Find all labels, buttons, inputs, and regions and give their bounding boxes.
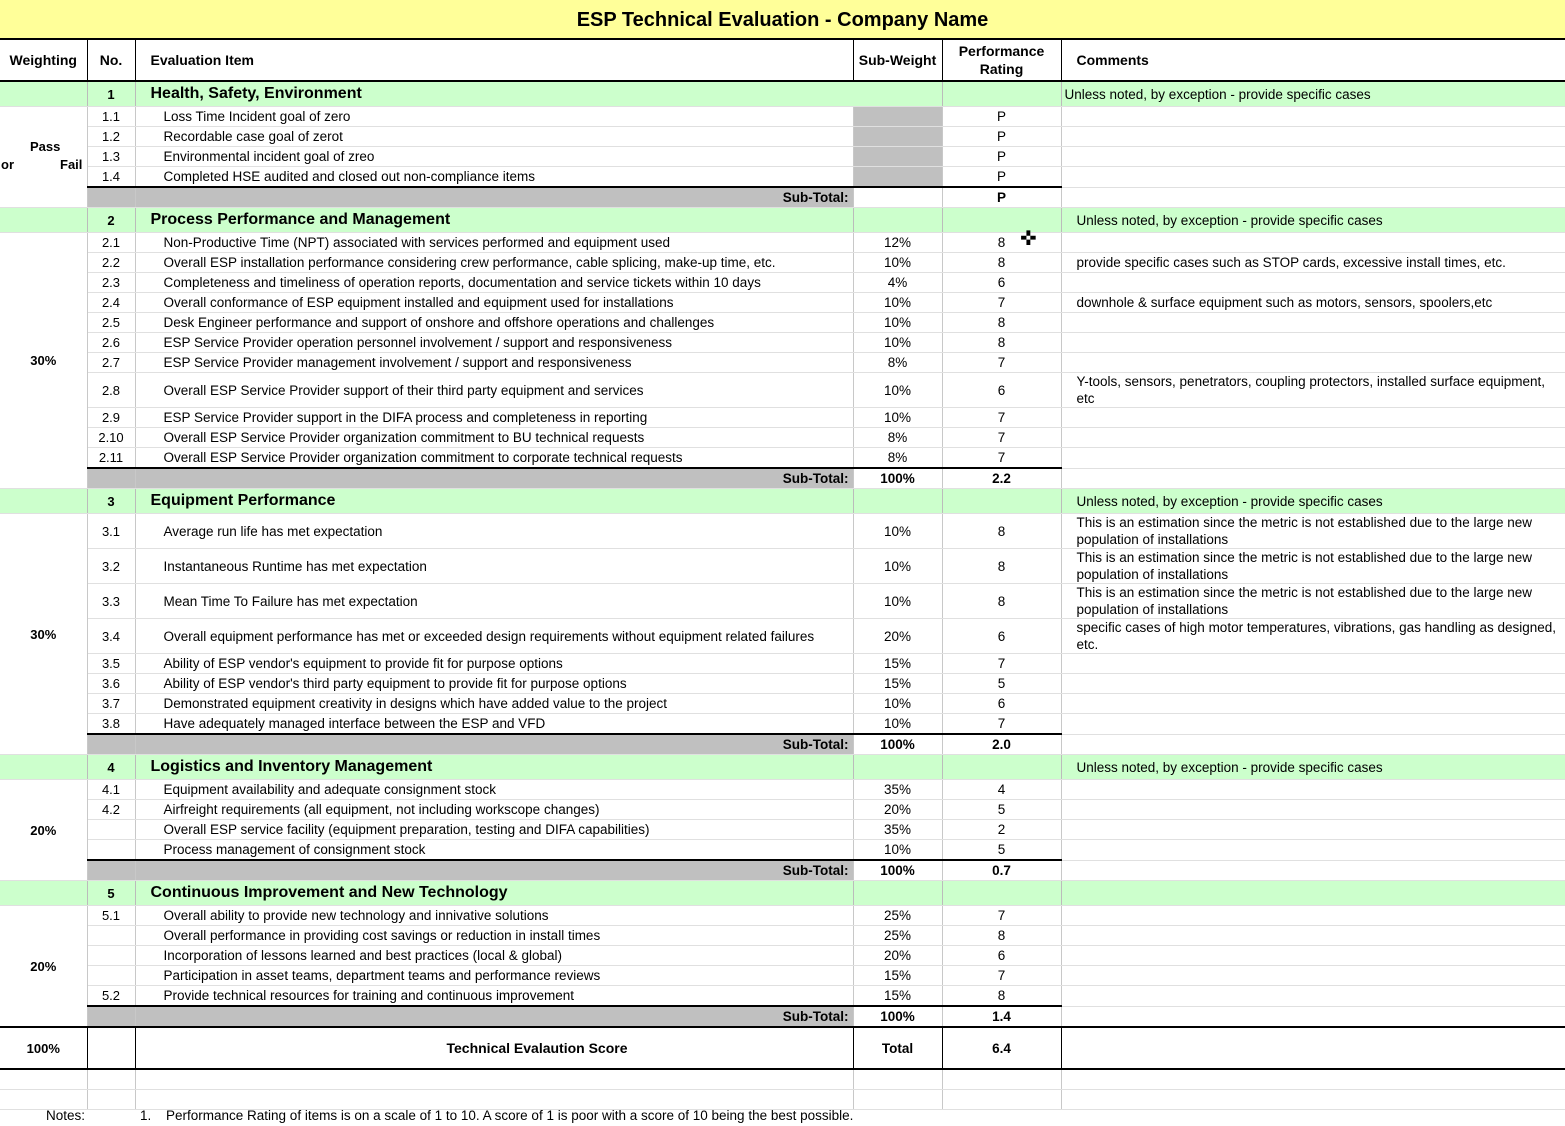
item-number: 3.5: [87, 654, 135, 674]
empty-cell[interactable]: [1061, 1069, 1565, 1090]
performance-rating[interactable]: 8: [942, 986, 1061, 1007]
table-row: [0, 408, 1565, 428]
section-weighting-cell: [0, 755, 87, 780]
total-sub-weight-label: Total: [853, 1027, 942, 1069]
comment[interactable]: [1061, 428, 1565, 448]
sub-weight[interactable]: 15%: [853, 966, 942, 986]
table-row: [0, 167, 1565, 188]
fail-text: Fail: [60, 157, 83, 172]
evaluation-item: Overall ability to provide new technology and innivative solutions: [135, 906, 853, 926]
table-row: [0, 448, 1565, 469]
item-number: [87, 946, 135, 966]
sub-weight[interactable]: 10%: [853, 714, 942, 735]
sub-weight[interactable]: 10%: [853, 333, 942, 353]
sub-weight[interactable]: 10%: [853, 313, 942, 333]
sub-weight[interactable]: 10%: [853, 514, 942, 549]
performance-rating[interactable]: P: [942, 167, 1061, 188]
item-number: 4.2: [87, 800, 135, 820]
empty-row: [0, 1069, 1565, 1090]
item-number: [87, 820, 135, 840]
sub-weight[interactable]: 25%: [853, 926, 942, 946]
note-text: Performance Rating of items is on a scale of 1 to 10. A score of 1 is poor with a score of 10 being the best possible.: [166, 1108, 854, 1123]
comment[interactable]: [1061, 167, 1565, 188]
total-comment-cell: [1061, 1027, 1565, 1069]
subtotal-row: [0, 734, 1565, 755]
pass-text: Pass: [30, 139, 61, 154]
item-number: 3.4: [87, 619, 135, 654]
subtotal-rating: 2.2: [942, 468, 1061, 489]
item-number: 2.5: [87, 313, 135, 333]
subtotal-rating: P: [942, 187, 1061, 208]
evaluation-item: Recordable case goal of zerot: [135, 127, 853, 147]
comment[interactable]: [1061, 946, 1565, 966]
header-performance-rating: Performance Rating: [942, 40, 1061, 81]
section-weighting-cell: [0, 81, 87, 107]
comment[interactable]: [1061, 313, 1565, 333]
pass-or-fail-label: [1, 107, 83, 207]
table-row: [0, 966, 1565, 986]
table-row: [0, 946, 1565, 966]
sub-weight[interactable]: 8%: [853, 428, 942, 448]
comment[interactable]: specific cases of high motor temperatures, vibrations, gas handling as designed, etc.: [1061, 619, 1565, 654]
item-number: 2.1: [87, 233, 135, 253]
subtotal-sub-weight: 100%: [853, 1006, 942, 1027]
section-subweight-cell: [853, 881, 942, 906]
item-number: 2.7: [87, 353, 135, 373]
table-row: [0, 840, 1565, 861]
sub-weight[interactable]: 10%: [853, 293, 942, 313]
section-subweight-cell: [853, 755, 942, 780]
table-row: [0, 800, 1565, 820]
item-number: 5.1: [87, 906, 135, 926]
subtotal-row: [0, 860, 1565, 881]
evaluation-item: ESP Service Provider support in the DIFA process and completeness in reporting: [135, 408, 853, 428]
sub-weight[interactable]: [853, 147, 942, 167]
section-rating-cell: [942, 81, 1061, 107]
comment[interactable]: [1061, 840, 1565, 861]
empty-cell[interactable]: [942, 1090, 1061, 1110]
evaluation-item: Participation in asset teams, department teams and performance reviews: [135, 966, 853, 986]
evaluation-item: Mean Time To Failure has met expectation: [135, 584, 853, 619]
comment[interactable]: [1061, 800, 1565, 820]
table-row: [0, 654, 1565, 674]
sheet-title: ESP Technical Evaluation - Company Name: [0, 0, 1565, 40]
subtotal-row: [0, 1006, 1565, 1027]
subtotal-row: [0, 187, 1565, 208]
performance-rating[interactable]: 6: [942, 273, 1061, 293]
performance-rating[interactable]: 8: [942, 313, 1061, 333]
evaluation-item: Overall ESP Service Provider support of their third party equipment and services: [135, 373, 853, 408]
sub-weight[interactable]: [853, 107, 942, 127]
comment[interactable]: This is an estimation since the metric is not established due to the large new population of installations: [1061, 584, 1565, 619]
item-number: 2.4: [87, 293, 135, 313]
performance-rating[interactable]: P: [942, 107, 1061, 127]
empty-cell[interactable]: [942, 1069, 1061, 1090]
item-number: [87, 840, 135, 861]
evaluation-item: ESP Service Provider operation personnel involvement / support and responsiveness: [135, 333, 853, 353]
item-number: 2.11: [87, 448, 135, 469]
section-weighting: 30%: [0, 233, 87, 489]
performance-rating[interactable]: 7: [942, 906, 1061, 926]
empty-cell[interactable]: [0, 1090, 87, 1110]
performance-rating[interactable]: 7: [942, 966, 1061, 986]
table-row: [0, 549, 1565, 584]
header-weighting: Weighting: [0, 40, 87, 81]
evaluation-item: Equipment availability and adequate consignment stock: [135, 780, 853, 800]
evaluation-item: Desk Engineer performance and support of onshore and offshore operations and challenges: [135, 313, 853, 333]
table-row: [0, 147, 1565, 167]
empty-cell[interactable]: [0, 1069, 87, 1090]
item-number: 3.6: [87, 674, 135, 694]
sub-weight[interactable]: [853, 167, 942, 188]
evaluation-item: Environmental incident goal of zreo: [135, 147, 853, 167]
subtotal-sub-weight: 100%: [853, 468, 942, 489]
table-row: [0, 714, 1565, 735]
section-comment[interactable]: Unless noted, by exception - provide specific cases: [1061, 755, 1565, 780]
sub-weight[interactable]: 20%: [853, 619, 942, 654]
evaluation-item: Have adequately managed interface between the ESP and VFD: [135, 714, 853, 735]
section-weighting: 20%: [0, 780, 87, 881]
evaluation-item: Ability of ESP vendor's third party equipment to provide fit for purpose options: [135, 674, 853, 694]
section-number: 5: [87, 881, 135, 906]
section-number: 1: [87, 81, 135, 107]
header-no: No.: [87, 40, 135, 81]
sub-weight[interactable]: 10%: [853, 373, 942, 408]
subtotal-comment-cell: [1061, 734, 1565, 755]
subtotal-comment-cell: [1061, 1006, 1565, 1027]
performance-rating[interactable]: 5: [942, 674, 1061, 694]
table-row: [0, 619, 1565, 654]
table-row: [0, 428, 1565, 448]
section-header-row: [0, 755, 1565, 780]
evaluation-item: Overall ESP installation performance considering crew performance, cable splicing, make-up time, etc.: [135, 253, 853, 273]
section-weighting-cell: [0, 208, 87, 233]
subtotal-label: Sub-Total:: [135, 734, 853, 755]
comment[interactable]: [1061, 966, 1565, 986]
empty-cell[interactable]: [135, 1090, 853, 1110]
item-number: 1.3: [87, 147, 135, 167]
evaluation-item: Completeness and timeliness of operation reports, documentation and service tickets within 10 days: [135, 273, 853, 293]
section-header-row: [0, 81, 1565, 107]
evaluation-item: Overall performance in providing cost savings or reduction in install times: [135, 926, 853, 946]
comment[interactable]: This is an estimation since the metric is not established due to the large new population of installations: [1061, 549, 1565, 584]
comment[interactable]: This is an estimation since the metric is not established due to the large new population of installations: [1061, 514, 1565, 549]
table-row: [0, 293, 1565, 313]
empty-cell[interactable]: [853, 1069, 942, 1090]
section-weighting: 20%: [0, 906, 87, 1028]
item-number: 3.2: [87, 549, 135, 584]
section-title: Equipment Performance: [135, 489, 853, 514]
subtotal-rating: 0.7: [942, 860, 1061, 881]
comment[interactable]: [1061, 448, 1565, 469]
section-weighting: [0, 107, 87, 208]
total-row: [0, 1027, 1565, 1069]
performance-rating[interactable]: 7: [942, 654, 1061, 674]
item-number: 4.1: [87, 780, 135, 800]
evaluation-item: Overall conformance of ESP equipment installed and equipment used for installations: [135, 293, 853, 313]
performance-rating[interactable]: 8: [942, 584, 1061, 619]
performance-rating[interactable]: 7: [942, 714, 1061, 735]
move-cursor-icon: ✜: [1020, 228, 1037, 250]
subtotal-gray-cell: [87, 1006, 135, 1027]
performance-rating[interactable]: 7: [942, 428, 1061, 448]
comment[interactable]: [1061, 233, 1565, 253]
item-number: 3.7: [87, 694, 135, 714]
performance-rating[interactable]: 6: [942, 694, 1061, 714]
subtotal-gray-cell: [87, 734, 135, 755]
performance-rating[interactable]: 2: [942, 820, 1061, 840]
subtotal-sub-weight: [853, 187, 942, 208]
sub-weight[interactable]: 8%: [853, 353, 942, 373]
performance-rating[interactable]: 8: [942, 253, 1061, 273]
evaluation-item: Average run life has met expectation: [135, 514, 853, 549]
section-title: Health, Safety, Environment: [135, 81, 942, 107]
evaluation-item: Airfreight requirements (all equipment, not including workscope changes): [135, 800, 853, 820]
comment[interactable]: [1061, 353, 1565, 373]
empty-cell[interactable]: [1061, 1090, 1565, 1110]
table-row: [0, 233, 1565, 253]
comment[interactable]: [1061, 107, 1565, 127]
subtotal-gray-cell: [87, 187, 135, 208]
performance-rating[interactable]: 8: [942, 514, 1061, 549]
table-row: [0, 986, 1565, 1007]
item-number: 3.8: [87, 714, 135, 735]
sub-weight[interactable]: 15%: [853, 986, 942, 1007]
notes-label: Notes:: [46, 1108, 86, 1123]
evaluation-item: Overall ESP Service Provider organization commitment to corporate technical requests: [135, 448, 853, 469]
evaluation-item: Overall ESP service facility (equipment preparation, testing and DIFA capabilities): [135, 820, 853, 840]
subtotal-label: Sub-Total:: [135, 1006, 853, 1027]
section-comment[interactable]: Unless noted, by exception - provide specific cases: [1061, 81, 1565, 107]
performance-rating[interactable]: P: [942, 127, 1061, 147]
comment[interactable]: [1061, 654, 1565, 674]
performance-rating[interactable]: 5: [942, 800, 1061, 820]
evaluation-item: Incorporation of lessons learned and best practices (local & global): [135, 946, 853, 966]
table-row: [0, 584, 1565, 619]
subtotal-gray-cell: [87, 468, 135, 489]
comment[interactable]: [1061, 986, 1565, 1007]
evaluation-item: ESP Service Provider management involvement / support and responsiveness: [135, 353, 853, 373]
empty-row: [0, 1090, 1565, 1110]
sub-weight[interactable]: [853, 127, 942, 147]
section-title: Continuous Improvement and New Technology: [135, 881, 853, 906]
sub-weight[interactable]: 10%: [853, 840, 942, 861]
comment[interactable]: [1061, 674, 1565, 694]
table-row: [0, 694, 1565, 714]
comment[interactable]: provide specific cases such as STOP cards, excessive install times, etc.: [1061, 253, 1565, 273]
subtotal-label: Sub-Total:: [135, 860, 853, 881]
section-title: Process Performance and Management: [135, 208, 853, 233]
comment[interactable]: [1061, 273, 1565, 293]
header-evaluation-item: Evaluation Item: [135, 40, 853, 81]
section-subweight-cell: [853, 489, 942, 514]
performance-rating[interactable]: 7: [942, 293, 1061, 313]
sub-weight[interactable]: 12%: [853, 233, 942, 253]
evaluation-item: Completed HSE audited and closed out non-compliance items: [135, 167, 853, 188]
performance-rating[interactable]: 8: [942, 333, 1061, 353]
evaluation-item: Loss Time Incident goal of zero: [135, 107, 853, 127]
section-weighting: 30%: [0, 514, 87, 755]
comment[interactable]: [1061, 408, 1565, 428]
evaluation-item: Ability of ESP vendor's equipment to provide fit for purpose options: [135, 654, 853, 674]
evaluation-item: Process management of consignment stock: [135, 840, 853, 861]
comment[interactable]: [1061, 127, 1565, 147]
subtotal-comment-cell: [1061, 860, 1565, 881]
table-row: [0, 253, 1565, 273]
comment[interactable]: [1061, 906, 1565, 926]
sub-weight[interactable]: 35%: [853, 780, 942, 800]
table-row: [0, 127, 1565, 147]
performance-rating[interactable]: 6: [942, 619, 1061, 654]
performance-rating[interactable]: 8: [942, 926, 1061, 946]
comment[interactable]: [1061, 333, 1565, 353]
section-comment[interactable]: [1061, 881, 1565, 906]
comment[interactable]: [1061, 694, 1565, 714]
sub-weight[interactable]: 15%: [853, 674, 942, 694]
section-rating-cell: [942, 755, 1061, 780]
sub-weight[interactable]: 10%: [853, 584, 942, 619]
item-number: 2.10: [87, 428, 135, 448]
evaluation-table: [0, 40, 1565, 1110]
sub-weight[interactable]: 15%: [853, 654, 942, 674]
subtotal-label: Sub-Total:: [135, 468, 853, 489]
or-text: or: [1, 157, 14, 172]
item-number: 1.1: [87, 107, 135, 127]
section-comment[interactable]: Unless noted, by exception - provide specific cases: [1061, 208, 1565, 233]
performance-rating[interactable]: 4: [942, 780, 1061, 800]
section-rating-cell: [942, 881, 1061, 906]
subtotal-sub-weight: 100%: [853, 734, 942, 755]
section-number: 3: [87, 489, 135, 514]
evaluation-item: Instantaneous Runtime has met expectation: [135, 549, 853, 584]
subtotal-row: [0, 468, 1565, 489]
empty-cell[interactable]: [87, 1090, 135, 1110]
comment[interactable]: [1061, 820, 1565, 840]
subtotal-rating: 2.0: [942, 734, 1061, 755]
total-score: 6.4: [942, 1027, 1061, 1069]
item-number: 2.6: [87, 333, 135, 353]
sub-weight[interactable]: 20%: [853, 800, 942, 820]
table-row: [0, 373, 1565, 408]
performance-rating[interactable]: 6: [942, 373, 1061, 408]
header-row: [0, 40, 1565, 81]
item-number: 2.8: [87, 373, 135, 408]
performance-rating[interactable]: 7: [942, 448, 1061, 469]
header-comments: Comments: [1061, 40, 1565, 81]
table-row: [0, 107, 1565, 127]
section-rating-cell: [942, 208, 1061, 233]
section-header-row: [0, 881, 1565, 906]
item-number: 5.2: [87, 986, 135, 1007]
sub-weight[interactable]: 8%: [853, 448, 942, 469]
evaluation-item: Overall equipment performance has met or exceeded design requirements without equipment related failures: [135, 619, 853, 654]
item-number: 2.3: [87, 273, 135, 293]
sub-weight[interactable]: 4%: [853, 273, 942, 293]
table-row: [0, 333, 1565, 353]
evaluation-item: Provide technical resources for training and continuous improvement: [135, 986, 853, 1007]
item-number: [87, 966, 135, 986]
sub-weight[interactable]: 35%: [853, 820, 942, 840]
note-number: 1.: [140, 1108, 152, 1123]
total-weighting: 100%: [0, 1027, 87, 1069]
item-number: 1.4: [87, 167, 135, 188]
comment[interactable]: [1061, 926, 1565, 946]
sub-weight[interactable]: 10%: [853, 408, 942, 428]
item-number: 2.9: [87, 408, 135, 428]
comment[interactable]: [1061, 714, 1565, 735]
performance-rating[interactable]: 8: [942, 233, 1061, 253]
sub-weight[interactable]: 10%: [853, 253, 942, 273]
sub-weight[interactable]: 20%: [853, 946, 942, 966]
item-number: 3.1: [87, 514, 135, 549]
empty-cell[interactable]: [135, 1069, 853, 1090]
table-row: [0, 313, 1565, 333]
performance-rating[interactable]: 7: [942, 408, 1061, 428]
table-row: [0, 674, 1565, 694]
subtotal-gray-cell: [87, 860, 135, 881]
performance-rating[interactable]: 6: [942, 946, 1061, 966]
table-row: [0, 353, 1565, 373]
performance-rating[interactable]: 5: [942, 840, 1061, 861]
sub-weight[interactable]: 10%: [853, 694, 942, 714]
empty-cell[interactable]: [87, 1069, 135, 1090]
subtotal-sub-weight: 100%: [853, 860, 942, 881]
sub-weight[interactable]: 10%: [853, 549, 942, 584]
subtotal-comment-cell: [1061, 468, 1565, 489]
item-number: [87, 926, 135, 946]
section-subweight-cell: [853, 208, 942, 233]
performance-rating[interactable]: P: [942, 147, 1061, 167]
item-number: 1.2: [87, 127, 135, 147]
section-weighting-cell: [0, 489, 87, 514]
table-row: [0, 906, 1565, 926]
item-number: 3.3: [87, 584, 135, 619]
subtotal-label: Sub-Total:: [135, 187, 853, 208]
comment[interactable]: [1061, 147, 1565, 167]
comment[interactable]: [1061, 780, 1565, 800]
table-row: [0, 780, 1565, 800]
evaluation-item: Demonstrated equipment creativity in designs which have added value to the project: [135, 694, 853, 714]
performance-rating[interactable]: 8: [942, 549, 1061, 584]
sub-weight[interactable]: 25%: [853, 906, 942, 926]
total-no-cell: [87, 1027, 135, 1069]
evaluation-item: Non-Productive Time (NPT) associated with services performed and equipment used: [135, 233, 853, 253]
total-label: Technical Evalaution Score: [135, 1027, 853, 1069]
section-number: 4: [87, 755, 135, 780]
table-row: [0, 514, 1565, 549]
table-row: [0, 273, 1565, 293]
comment[interactable]: Y-tools, sensors, penetrators, coupling protectors, installed surface equipment, etc: [1061, 373, 1565, 408]
section-rating-cell: [942, 489, 1061, 514]
table-row: [0, 926, 1565, 946]
header-sub-weight: Sub-Weight: [853, 40, 942, 81]
section-number: 2: [87, 208, 135, 233]
section-weighting-cell: [0, 881, 87, 906]
section-title: Logistics and Inventory Management: [135, 755, 853, 780]
comment[interactable]: downhole & surface equipment such as motors, sensors, spoolers,etc: [1061, 293, 1565, 313]
section-header-row: [0, 489, 1565, 514]
section-header-row: [0, 208, 1565, 233]
empty-cell[interactable]: [853, 1090, 942, 1110]
performance-rating[interactable]: 7: [942, 353, 1061, 373]
section-comment[interactable]: Unless noted, by exception - provide specific cases: [1061, 489, 1565, 514]
subtotal-rating: 1.4: [942, 1006, 1061, 1027]
item-number: 2.2: [87, 253, 135, 273]
subtotal-comment-cell: [1061, 187, 1565, 208]
evaluation-item: Overall ESP Service Provider organization commitment to BU technical requests: [135, 428, 853, 448]
table-row: [0, 820, 1565, 840]
